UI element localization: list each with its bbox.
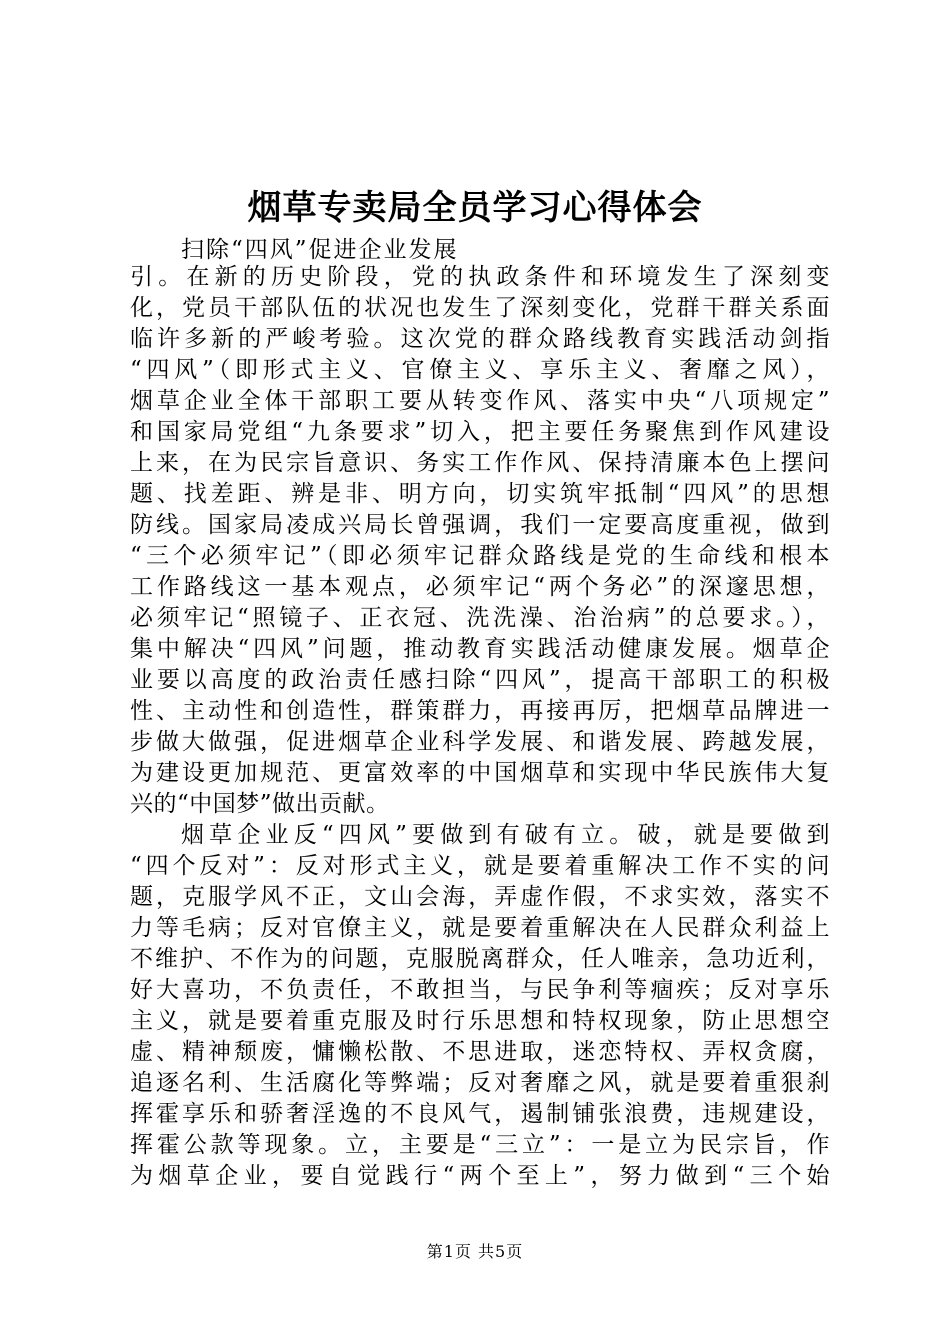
body-line: 题、找差距、辨是非、明方向，切实筑牢抵制“四风”的思想	[130, 481, 830, 507]
body-line: 引。在新的历史阶段，党的执政条件和环境发生了深刻变	[130, 264, 830, 290]
body-line: 临许多新的严峻考验。这次党的群众路线教育实践活动剑指	[130, 326, 830, 352]
body-line: 不维护、不作为的问题，克服脱离群众，任人唯亲，急功近利，	[130, 946, 830, 972]
body-line: 和国家局党组“九条要求”切入，把主要任务聚焦到作风建设	[130, 419, 830, 445]
body-line: 集中解决“四风”问题，推动教育实践活动健康发展。烟草企	[130, 636, 830, 662]
body-line: 追逐名利、生活腐化等弊端；反对奢靡之风，就是要着重狠刹	[130, 1070, 830, 1096]
document-body	[130, 262, 830, 1192]
body-line: 步做大做强，促进烟草企业科学发展、和谐发展、跨越发展，	[130, 729, 830, 755]
body-line: 力等毛病；反对官僚主义，就是要着重解决在人民群众利益上	[130, 915, 830, 941]
body-line: 性、主动性和创造性，群策群力，再接再厉，把烟草品牌进一	[130, 698, 830, 724]
body-line: 上来，在为民宗旨意识、务实工作作风、保持清廉本色上摆问	[130, 450, 830, 476]
body-line: 必须牢记“照镜子、正衣冠、洗洗澡、治治病”的总要求。），	[130, 605, 830, 631]
body-line: 化，党员干部队伍的状况也发生了深刻变化，党群干群关系面	[130, 295, 830, 321]
body-line: 业要以高度的政治责任感扫除“四风”，提高干部职工的积极	[130, 667, 830, 693]
body-line: “四个反对”：反对形式主义，就是要着重解决工作不实的问	[130, 853, 830, 879]
body-line: 防线。国家局凌成兴局长曾强调，我们一定要高度重视，做到	[130, 512, 830, 538]
body-line: 题，克服学风不正，文山会海，弄虚作假，不求实效，落实不	[130, 884, 830, 910]
body-line: 工作路线这一基本观点，必须牢记“两个务必”的深邃思想，	[130, 574, 830, 600]
body-line: “三个必须牢记”（即必须牢记群众路线是党的生命线和根本	[130, 543, 830, 569]
body-line: 好大喜功，不负责任，不敢担当，与民争利等痼疾；反对享乐	[130, 977, 830, 1003]
body-line: 为建设更加规范、更富效率的中国烟草和实现中华民族伟大复	[130, 760, 830, 786]
document-subtitle: 扫除“四风”促进企业发展	[181, 237, 459, 263]
body-line: 主义，就是要着重克服及时行乐思想和特权现象，防止思想空	[130, 1008, 830, 1034]
document-title: 烟草专卖局全员学习心得体会	[247, 188, 703, 228]
body-line: 挥霍公款等现象。立，主要是“三立”：一是立为民宗旨，作	[130, 1132, 830, 1158]
page-footer: 第1页 共5页	[426, 1242, 524, 1261]
body-line: “四风”（即形式主义、官僚主义、享乐主义、奢靡之风），	[130, 357, 830, 383]
paragraph-start-line: 烟草企业反“四风”要做到有破有立。破，就是要做到	[181, 822, 830, 848]
body-line: 烟草企业全体干部职工要从转变作风、落实中央“八项规定”	[130, 388, 830, 414]
body-line: 虚、精神颓废，慵懒松散、不思进取，迷恋特权、弄权贪腐，	[130, 1039, 830, 1065]
body-line: 兴的“中国梦”做出贡献。	[130, 791, 390, 817]
body-line: 为烟草企业，要自觉践行“两个至上”，努力做到“三个始	[130, 1163, 830, 1189]
body-line: 挥霍享乐和骄奢淫逸的不良风气，遏制铺张浪费，违规建设，	[130, 1101, 830, 1127]
